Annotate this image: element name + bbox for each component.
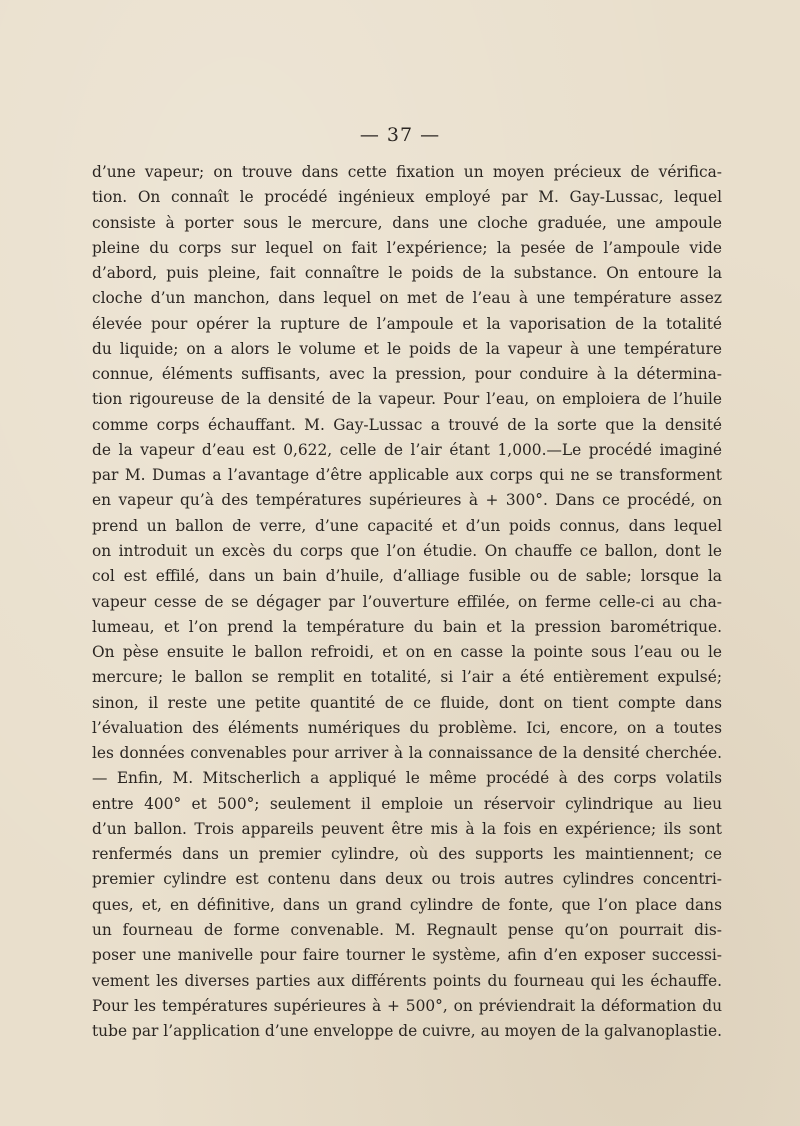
body-text <box>92 160 722 1044</box>
text-line: vement les diverses parties aux différents points du fourneau qui les échauffe. <box>92 971 722 990</box>
text-line: cloche d’un manchon, dans lequel on met de l’eau à une température assez <box>92 289 722 308</box>
text-line: un fourneau de forme convenable. M. Regnault pense qu’on pourrait dis- <box>92 920 722 939</box>
text-line: poser une manivelle pour faire tourner le système, afin d’en exposer successi- <box>92 946 722 965</box>
text-line: l’évaluation des éléments numériques du problème. Ici, encore, on a toutes <box>92 718 722 737</box>
text-line: tube par l’application d’une enveloppe de cuivre, au moyen de la galvanoplastie. <box>92 1022 722 1041</box>
text-line: en vapeur qu’à des températures supérieures à + 300°. Dans ce procédé, on <box>92 491 722 510</box>
text-line: de la vapeur d’eau est 0,622, celle de l’air étant 1,000.—Le procédé imaginé <box>92 440 722 459</box>
text-line: Pour les températures supérieures à + 500°, on préviendrait la déformation du <box>92 996 722 1015</box>
text-line: consiste à porter sous le mercure, dans une cloche graduée, une ampoule <box>92 213 722 232</box>
text-line: renfermés dans un premier cylindre, où des supports les maintiennent; ce <box>92 845 722 864</box>
text-line: prend un ballon de verre, d’une capacité et d’un poids connus, dans lequel <box>92 516 722 535</box>
text-line: tion. On connaît le procédé ingénieux employé par M. Gay-Lussac, lequel <box>92 188 722 207</box>
text-line: on introduit un excès du corps que l’on étudie. On chauffe ce ballon, dont le <box>92 541 722 560</box>
text-line: ques, et, en définitive, dans un grand cylindre de fonte, que l’on place dans <box>92 895 722 914</box>
text-line: d’abord, puis pleine, fait connaître le poids de la substance. On entoure la <box>92 264 722 283</box>
text-line: connue, éléments suffisants, avec la pression, pour conduire à la détermina- <box>92 365 722 384</box>
text-line: les données convenables pour arriver à la connaissance de la densité cherchée. <box>92 744 722 763</box>
text-line: par M. Dumas a l’avantage d’être applicable aux corps qui ne se transforment <box>92 466 722 485</box>
text-line: — Enfin, M. Mitscherlich a appliqué le même procédé à des corps volatils <box>92 769 722 788</box>
text-line: d’une vapeur; on trouve dans cette fixation un moyen précieux de vérifica- <box>92 163 722 181</box>
text-line: sinon, il reste une petite quantité de ce fluide, dont on tient compte dans <box>92 693 722 712</box>
text-line: col est effilé, dans un bain d’huile, d’alliage fusible ou de sable; lorsque la <box>92 567 722 586</box>
text-line: d’un ballon. Trois appareils peuvent être mis à la fois en expérience; ils sont <box>92 819 722 838</box>
text-line: tion rigoureuse de la densité de la vapeur. Pour l’eau, on emploiera de l’huile <box>92 390 722 409</box>
page-number: — 37 — <box>359 124 441 146</box>
text-line: mercure; le ballon se remplit en totalité, si l’air a été entièrement expulsé; <box>92 668 722 687</box>
text-line: premier cylindre est contenu dans deux ou trois autres cylindres concentri- <box>92 870 722 889</box>
text-line: vapeur cesse de se dégager par l’ouverture effilée, on ferme celle-ci au cha- <box>92 592 722 611</box>
text-line: pleine du corps sur lequel on fait l’expérience; la pesée de l’ampoule vide <box>92 238 722 257</box>
text-line: comme corps échauffant. M. Gay-Lussac a trouvé de la sorte que la densité <box>92 415 722 434</box>
text-line: On pèse ensuite le ballon refroidi, et on en casse la pointe sous l’eau ou le <box>92 643 722 662</box>
text-line: lumeau, et l’on prend la température du bain et la pression barométrique. <box>92 617 722 636</box>
text-line: élevée pour opérer la rupture de l’ampoule et la vaporisation de la totalité <box>92 314 722 333</box>
text-line: du liquide; on a alors le volume et le poids de la vapeur à une température <box>92 339 722 358</box>
text-line: entre 400° et 500°; seulement il emploie un réservoir cylindrique au lieu <box>92 794 722 813</box>
